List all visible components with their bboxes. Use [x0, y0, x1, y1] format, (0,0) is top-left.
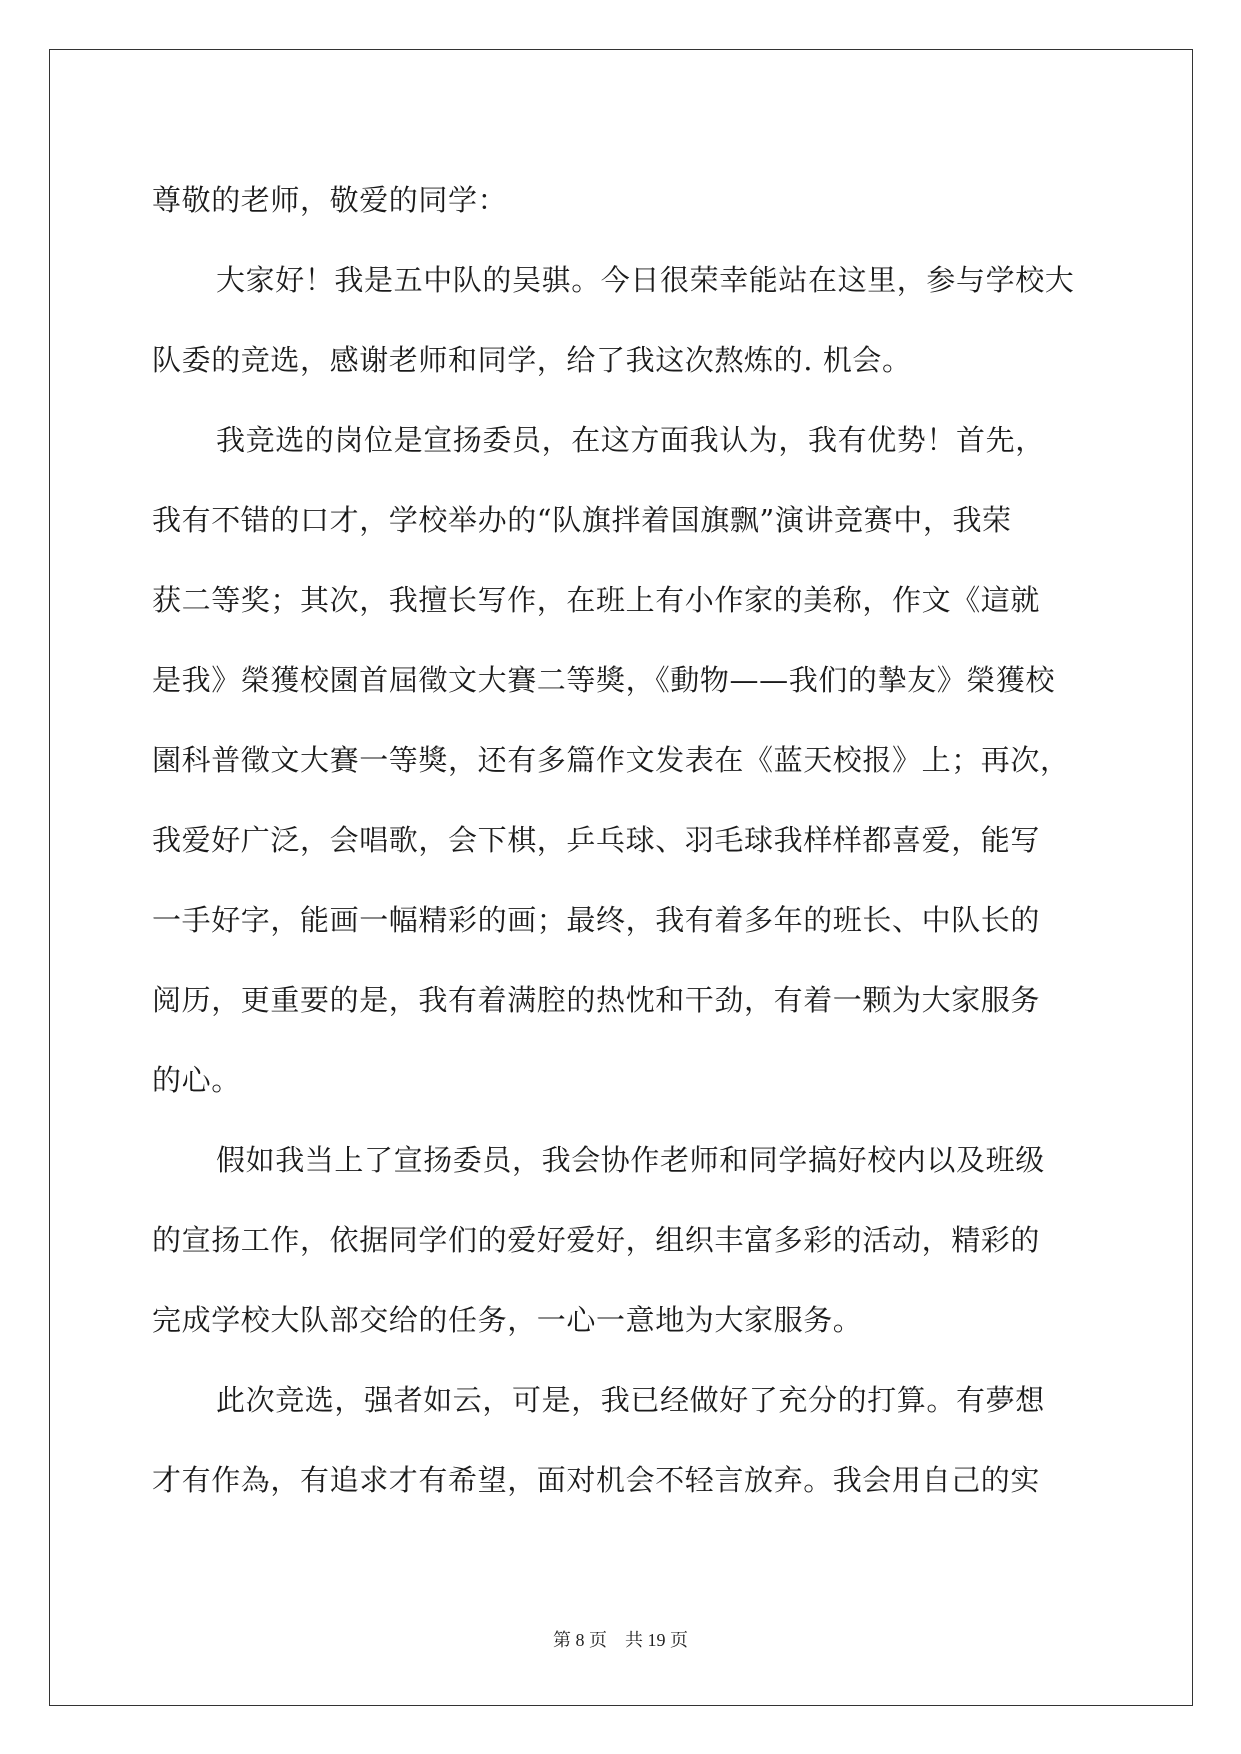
paragraph-line: 的宣扬工作，依据同学们的爱好爱好，组织丰富多彩的活动，精彩的 — [152, 1223, 1041, 1257]
paragraph-line: 我有不错的口才，学校举办的“队旗拌着国旗飘”演讲竞赛中，我荣 — [152, 503, 1012, 537]
paragraph-line: 一手好字，能画一幅精彩的画；最终，我有着多年的班长、中队长的 — [152, 903, 1041, 937]
paragraph-line: 才有作為，有追求才有希望，面对机会不轻言放弃。我会用自己的实 — [152, 1463, 1041, 1497]
paragraph-line: 获二等奖；其次，我擅长写作，在班上有小作家的美称，作文《這就 — [152, 583, 1041, 617]
paragraph-4 — [152, 1360, 1092, 1520]
paragraph-line: 完成学校大队部交给的任务，一心一意地为大家服务。 — [152, 1303, 863, 1337]
paragraph-line: 阅历，更重要的是，我有着满腔的热忱和干劲，有着一颗为大家服务 — [152, 983, 1041, 1017]
paragraph-2 — [152, 400, 1092, 1120]
paragraph-line: 園科普徵文大賽一等獎，还有多篇作文发表在《蓝天校报》上；再次， — [152, 743, 1070, 777]
salutation: 尊敬的老师，敬爱的同学： — [152, 183, 508, 217]
paragraph-1 — [152, 240, 1092, 400]
paragraph-line: 此次竞选，强者如云，可是，我已经做好了充分的打算。有夢想 — [216, 1383, 1045, 1417]
paragraph-line: 是我》榮獲校園首屆徵文大賽二等獎，《動物——我们的摯友》榮獲校 — [152, 663, 1056, 697]
paragraph-line: 大家好！我是五中队的吴骐。今日很荣幸能站在这里，参与学校大 — [216, 263, 1075, 297]
page-number: 第 8 页 共 19 页 — [553, 1630, 688, 1650]
paragraph-line: 我爱好广泛，会唱歌，会下棋，乒乓球、羽毛球我样样都喜爱，能写 — [152, 823, 1041, 857]
document-body — [152, 160, 1092, 1520]
paragraph-3 — [152, 1120, 1092, 1360]
paragraph-line: 的心。 — [152, 1063, 241, 1097]
paragraph-line: 我竞选的岗位是宣扬委员，在这方面我认为，我有优势！首先， — [216, 423, 1045, 457]
paragraph-line: 假如我当上了宣扬委员，我会协作老师和同学搞好校内以及班级 — [216, 1143, 1045, 1177]
paragraph-line: 队委的竞选，感谢老师和同学，给了我这次熬炼的. 机会。 — [152, 343, 912, 377]
